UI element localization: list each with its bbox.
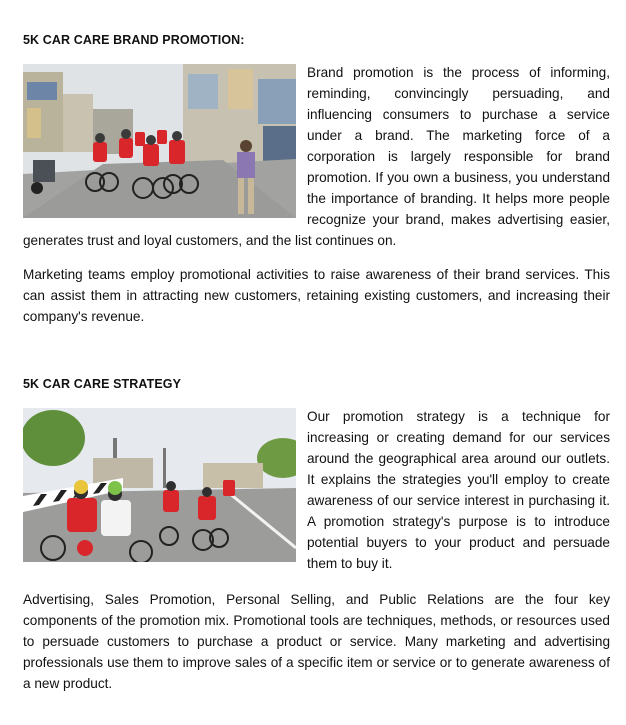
section-heading-strategy: 5K CAR CARE STRATEGY — [23, 377, 182, 391]
brand-promotion-text: Brand promotion is the process of informing, reminding, convincingly persuading, and influencing consumers to purchase a service under a brand. The marketing force of a corporation is largely responsible for brand promotion. If you own a business, you understand the importance of branding. It helps more people recognize your brand, makes advertising easier, generates trust and loyal customers, and the list continues on. — [23, 62, 610, 251]
brand-promotion-text-2: Marketing teams employ promotional activities to raise awareness of their brand services. This can assist them in attracting new customers, retaining existing customers, and increasing their company's revenue. — [23, 267, 610, 324]
strategy-text: Our promotion strategy is a technique for increasing or creating demand for our services around the geographical area around our outlets. It explains the strategies you'll employ to create awareness of our service interest in purchasing it. A promotion strategy's purpose is to introduce potential buyers to your product and persuade them to buy it. — [23, 406, 610, 574]
photo-float-spacer — [23, 406, 307, 564]
section-heading-brand-promotion: 5K CAR CARE BRAND PROMOTION: — [23, 33, 245, 47]
photo-float-spacer — [23, 62, 307, 220]
strategy-text-2: Advertising, Sales Promotion, Personal Selling, and Public Relations are the four key components of the promotion mix. Promotional tools are techniques, methods, or resources used to persuade customers to purchase a product or service. Many marketing and advertising professionals use them to improve sales of a specific item or service or to generate awareness of a new product. — [23, 592, 610, 691]
